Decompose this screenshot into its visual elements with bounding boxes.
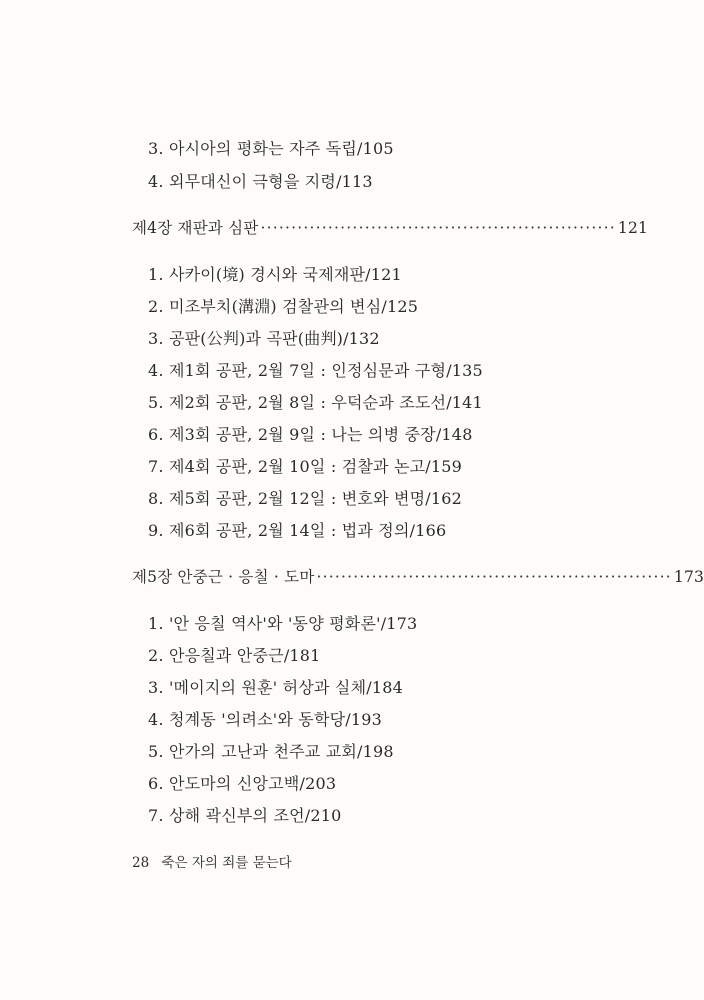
page-footer — [132, 854, 292, 872]
toc-entry: 3. 공판(公判)과 곡판(曲判)/132 — [148, 329, 380, 348]
toc-entry: 3. '메이지의 원훈' 허상과 실체/184 — [148, 678, 403, 697]
toc-entry: 6. 제3회 공판, 2월 9일 : 나는 의병 중장/148 — [148, 425, 473, 444]
chapter-page-number: 121 — [617, 219, 649, 237]
chapter-title: 제4장 재판과 심판 — [132, 219, 259, 237]
leader-dots: ·························································· — [260, 219, 616, 237]
toc-entry: 4. 외무대신이 극형을 지령/113 — [148, 172, 373, 191]
toc-entry: 7. 상해 곽신부의 조언/210 — [148, 806, 342, 825]
toc-entry: 1. '안 응칠 역사'와 '동양 평화론'/173 — [148, 614, 418, 633]
leader-dots: ·························································· — [316, 568, 672, 586]
toc-entry: 5. 제2회 공판, 2월 8일 : 우덕순과 조도선/141 — [148, 393, 483, 412]
toc-entry: 2. 미조부치(溝淵) 검찰관의 변심/125 — [148, 297, 419, 316]
chapter-title: 제5장 안중근 · 응칠 · 도마 — [132, 568, 315, 586]
footer-book-title: 죽은 자의 죄를 묻는다 — [161, 855, 292, 871]
toc-entry: 4. 제1회 공판, 2월 7일 : 인정심문과 구형/135 — [148, 361, 483, 380]
toc-entry: 4. 청계동 '의려소'와 동학당/193 — [148, 710, 383, 729]
toc-entry: 6. 안도마의 신앙고백/203 — [148, 774, 337, 793]
footer-page-number: 28 — [132, 855, 150, 871]
toc-entry: 9. 제6회 공판, 2월 14일 : 법과 정의/166 — [148, 521, 447, 540]
toc-entry: 7. 제4회 공판, 2월 10일 : 검찰과 논고/159 — [148, 457, 463, 476]
toc-entry: 8. 제5회 공판, 2월 12일 : 변호와 변명/162 — [148, 489, 463, 508]
toc-entry: 1. 사카이(境) 경시와 국제재판/121 — [148, 265, 402, 284]
toc-entry: 2. 안응칠과 안중근/181 — [148, 646, 321, 665]
chapter-heading — [132, 567, 704, 587]
chapter-page-number: 173 — [673, 568, 704, 586]
toc-entry: 3. 아시아의 평화는 자주 독립/105 — [148, 139, 394, 158]
chapter-heading — [132, 218, 649, 238]
toc-entry: 5. 안가의 고난과 천주교 교회/198 — [148, 742, 394, 761]
